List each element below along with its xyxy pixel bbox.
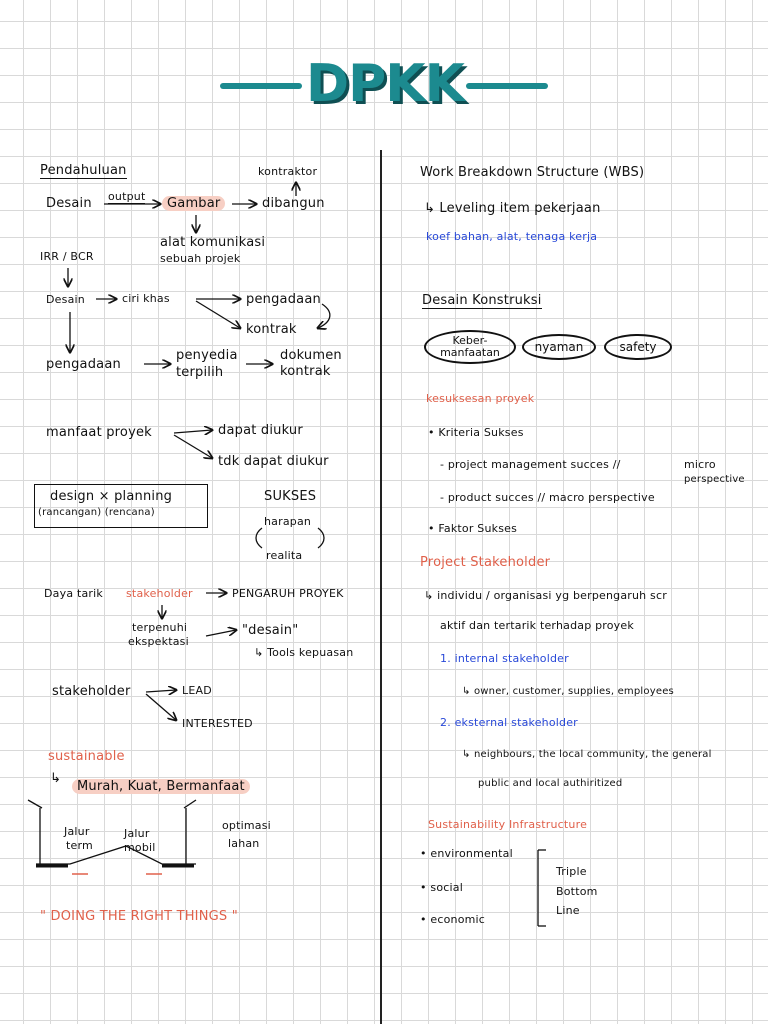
text-terpenuhi: terpenuhi: [132, 621, 188, 634]
text-kontrak: kontrak: [246, 322, 297, 337]
text-bottom: Bottom: [556, 885, 598, 898]
text-lahan: lahan: [228, 837, 260, 850]
text-stakeholder: stakeholder: [52, 684, 131, 699]
text-pengadaan-2: pengadaan: [46, 357, 121, 372]
label-output: output: [108, 190, 146, 203]
text-kontraktor: kontraktor: [258, 165, 318, 178]
text-lead: LEAD: [182, 684, 212, 697]
oval-nyaman: [522, 334, 596, 360]
text-ekspektasi: ekspektasi: [128, 635, 189, 648]
text-perspective: perspective: [684, 474, 745, 485]
text-dokumen: dokumen: [280, 348, 342, 363]
text-product-success: - product succes // macro perspective: [440, 491, 655, 504]
text-desain: Desain: [46, 196, 92, 211]
text-design-planning: design × planning: [50, 489, 173, 504]
text-desain-quote: "desain": [242, 623, 299, 638]
text-manfaat-proyek: manfaat proyek: [46, 425, 152, 440]
text-individu: ↳ individu / organisasi yg berpengaruh scr: [424, 589, 667, 602]
text-kontrak-2: kontrak: [280, 364, 331, 379]
oval-safety: [604, 334, 672, 360]
text-economic: • economic: [420, 913, 486, 926]
text-pm-success: - project management succes //: [440, 458, 621, 471]
text-manfaatan: manfaatan: [440, 345, 500, 359]
text-penyedia: penyedia: [176, 348, 238, 363]
arrow-sustainable: ↳: [50, 771, 62, 786]
text-project-stakeholder: Project Stakeholder: [420, 555, 551, 570]
heading-pendahuluan: Pendahuluan: [40, 163, 127, 178]
text-murah-kuat-bermanfaat: Murah, Kuat, Bermanfaat: [72, 779, 250, 794]
text-pengaruh-proyek: PENGARUH PROYEK: [232, 587, 344, 600]
text-optimasi: optimasi: [222, 819, 271, 832]
text-gambar: Gambar: [162, 196, 225, 211]
text-eksternal-stakeholder: 2. eksternal stakeholder: [440, 716, 578, 729]
text-daya-tarik: Daya tarik: [44, 587, 103, 600]
text-environmental: • environmental: [420, 847, 513, 860]
text-social: • social: [420, 881, 463, 894]
text-tdk-dapat-diukur: tdk dapat diukur: [218, 454, 329, 469]
text-aktif: aktif dan tertarik terhadap proyek: [440, 619, 634, 632]
text-public-local: public and local authiritized: [478, 778, 623, 789]
text-jalur-mobil-1: Jalur: [124, 827, 150, 840]
text-ciri-khas: ciri khas: [122, 292, 170, 305]
text-doing-the-right-things: " DOING THE RIGHT THINGS ": [40, 909, 238, 924]
text-dapat-diukur: dapat diukur: [218, 423, 303, 438]
text-triple: Triple: [556, 865, 587, 878]
text-stakeholder-red: stakeholder: [126, 587, 193, 600]
text-koef: koef bahan, alat, tenaga kerja: [426, 230, 598, 243]
heading-desain-konstruksi: Desain Konstruksi: [422, 293, 542, 308]
text-neighbours: ↳ neighbours, the local community, the general: [462, 749, 712, 760]
text-line: Line: [556, 904, 580, 917]
text-nyaman: nyaman: [534, 340, 584, 354]
text-safety: safety: [619, 340, 657, 354]
text-internal-stakeholder: 1. internal stakeholder: [440, 652, 569, 665]
text-irr-bcr: IRR / BCR: [40, 250, 94, 263]
text-kesuksesan-proyek: kesuksesan proyek: [426, 392, 535, 405]
page-title: DPKK: [306, 54, 464, 114]
text-jalur-term-2: term: [66, 839, 93, 852]
text-pengadaan: pengadaan: [246, 292, 321, 307]
text-harapan: harapan: [264, 515, 312, 528]
oval-kebermanfaatan: [424, 330, 516, 364]
text-dibangun: dibangun: [262, 196, 325, 211]
text-leveling: ↳ Leveling item pekerjaan: [424, 201, 601, 216]
text-keber: Keber-: [452, 334, 488, 347]
text-rancangan-rencana: (rancangan) (rencana): [38, 507, 155, 518]
text-interested: INTERESTED: [182, 717, 253, 730]
text-jalur-mobil-2: mobil: [124, 841, 156, 854]
text-micro: micro: [684, 458, 716, 471]
text-kriteria-sukses: • Kriteria Sukses: [428, 426, 524, 439]
text-faktor-sukses: • Faktor Sukses: [428, 522, 518, 535]
text-sustainability-infrastructure: Sustainability Infrastructure: [428, 818, 588, 831]
text-alat-komunikasi: alat komunikasi: [160, 235, 266, 250]
text-wbs: Work Breakdown Structure (WBS): [420, 165, 645, 180]
text-realita: realita: [266, 549, 303, 562]
text-owner-customer: ↳ owner, customer, supplies, employees: [462, 686, 674, 697]
text-sustainable: sustainable: [48, 749, 125, 764]
text-desain-2: Desain: [46, 293, 85, 306]
text-tools-kepuasan: ↳ Tools kepuasan: [254, 646, 354, 659]
text-sebuah-projek: sebuah projek: [160, 252, 241, 265]
text-jalur-term-1: Jalur: [64, 825, 90, 838]
text-terpilih: terpilih: [176, 365, 224, 380]
text-sukses: SUKSES: [264, 489, 317, 504]
